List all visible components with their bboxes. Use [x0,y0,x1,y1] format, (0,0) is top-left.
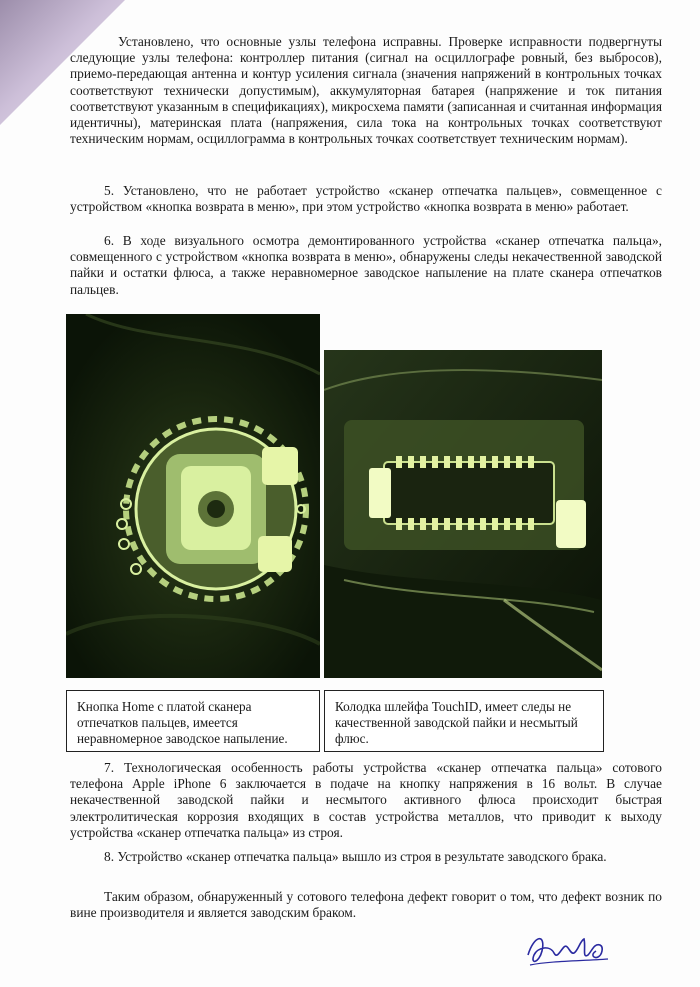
home-button-board-image [66,314,320,678]
paragraph-5: 5. Установлено, что не работает устройство «сканер отпечатка пальцев», совмещенное с устройством «кнопка возврата в меню», при этом устройство «кнопка возврата в меню» работает. [70,183,662,215]
photo-home-button [66,314,320,678]
caption-home-button: Кнопка Home с платой сканера отпечатков пальцев, имеется неравномерное заводское напыление. [66,690,320,752]
paragraph-conclusion: Таким образом, обнаруженный у сотового телефона дефект говорит о том, что дефект возник по вине производителя и является заводским браком. [70,889,662,921]
paragraph-8: 8. Устройство «сканер отпечатка пальца» вышло из строя в результате заводского брака. [104,849,607,864]
paragraph-7: 7. Технологическая особенность работы устройства «сканер отпечатка пальца» сотового телефона Apple iPhone 6 заключается в подаче на кнопку напряжения в 16 вольт. В случае некачественной заводской пайки и несмытого активного флюса происходит быстрая электролитическая коррозия входящих в состав устройства металлов, что приводит к выходу устройства «сканер отпечатка пальца» из строя. [70,760,662,840]
paragraph-intro: Установлено, что основные узлы телефона исправны. Проверке исправности подвергнуты следующие узлы телефона: контроллер питания (сигнал на осциллографе ровный, без выбросов), приемо-передающая антенна и контур усиления сигнала (значения напряжений в контрольных точках соответствуют технически допустимым), аккумуляторная батарея (напряжение и ток питания соответствуют указанным в спецификациях), микросхема памяти (записанная и считанная информация идентичны), материнская плата (напряжения, сила тока на контрольных точках соответствуют техническим нормам, осциллограмма в контрольных точках соответствует техническим нормам). [70,34,662,147]
paragraph-6: 6. В ходе визуального осмотра демонтированного устройства «сканер отпечатка пальца», совмещенного с устройством «кнопка возврата в меню», обнаружены следы некачественной заводской пайки и остатки флюса, а также неравномерное заводское напыление на плате сканера отпечатков пальцев. [70,233,662,297]
touchid-connector-image [324,350,602,678]
photo-touchid-connector [324,350,602,678]
caption-touchid: Колодка шлейфа TouchID, имеет следы не качественной заводской пайки и несмытый флюс. [324,690,604,752]
signature [520,925,615,973]
